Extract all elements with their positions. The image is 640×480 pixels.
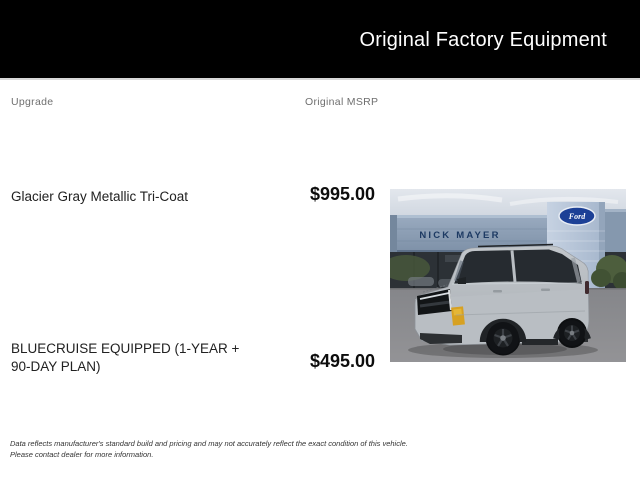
disclaimer	[10, 439, 410, 460]
dealership-sign-text: NICK MAYER	[419, 230, 501, 241]
dealership-photo-svg	[390, 189, 626, 362]
page-title: Original Factory Equipment	[359, 29, 607, 51]
row-label-paint: Glacier Gray Metallic Tri-Coat	[11, 189, 189, 204]
column-header-upgrade: Upgrade	[11, 96, 54, 108]
tail-light	[585, 281, 589, 294]
ford-logo-icon	[559, 207, 595, 225]
vehicle-photo	[390, 189, 626, 362]
door-handle-front	[493, 290, 502, 293]
amber-tow-hook	[451, 306, 465, 325]
header-bar	[0, 0, 640, 78]
row-price-paint: $995.00	[310, 184, 376, 204]
row-price-bluecruise: $495.00	[310, 351, 376, 371]
suv-windows	[454, 250, 582, 285]
door-handle-rear	[541, 289, 550, 292]
ford-logo-script: Ford	[568, 212, 586, 221]
rear-wheel	[559, 320, 585, 346]
disclaimer-line-1: Data reflects manufacturer's standard build and pricing and may not accurately reflect the exact condition of this vehicle.	[10, 439, 408, 448]
front-wheel	[487, 322, 519, 354]
header-divider	[0, 78, 640, 80]
row-label-bluecruise: BLUECRUISE EQUIPPED (1-YEAR + 90-DAY PLAN)	[11, 341, 240, 374]
disclaimer-line-2: Please contact dealer for more information.	[10, 449, 154, 459]
column-header-msrp: Original MSRP	[305, 96, 379, 108]
